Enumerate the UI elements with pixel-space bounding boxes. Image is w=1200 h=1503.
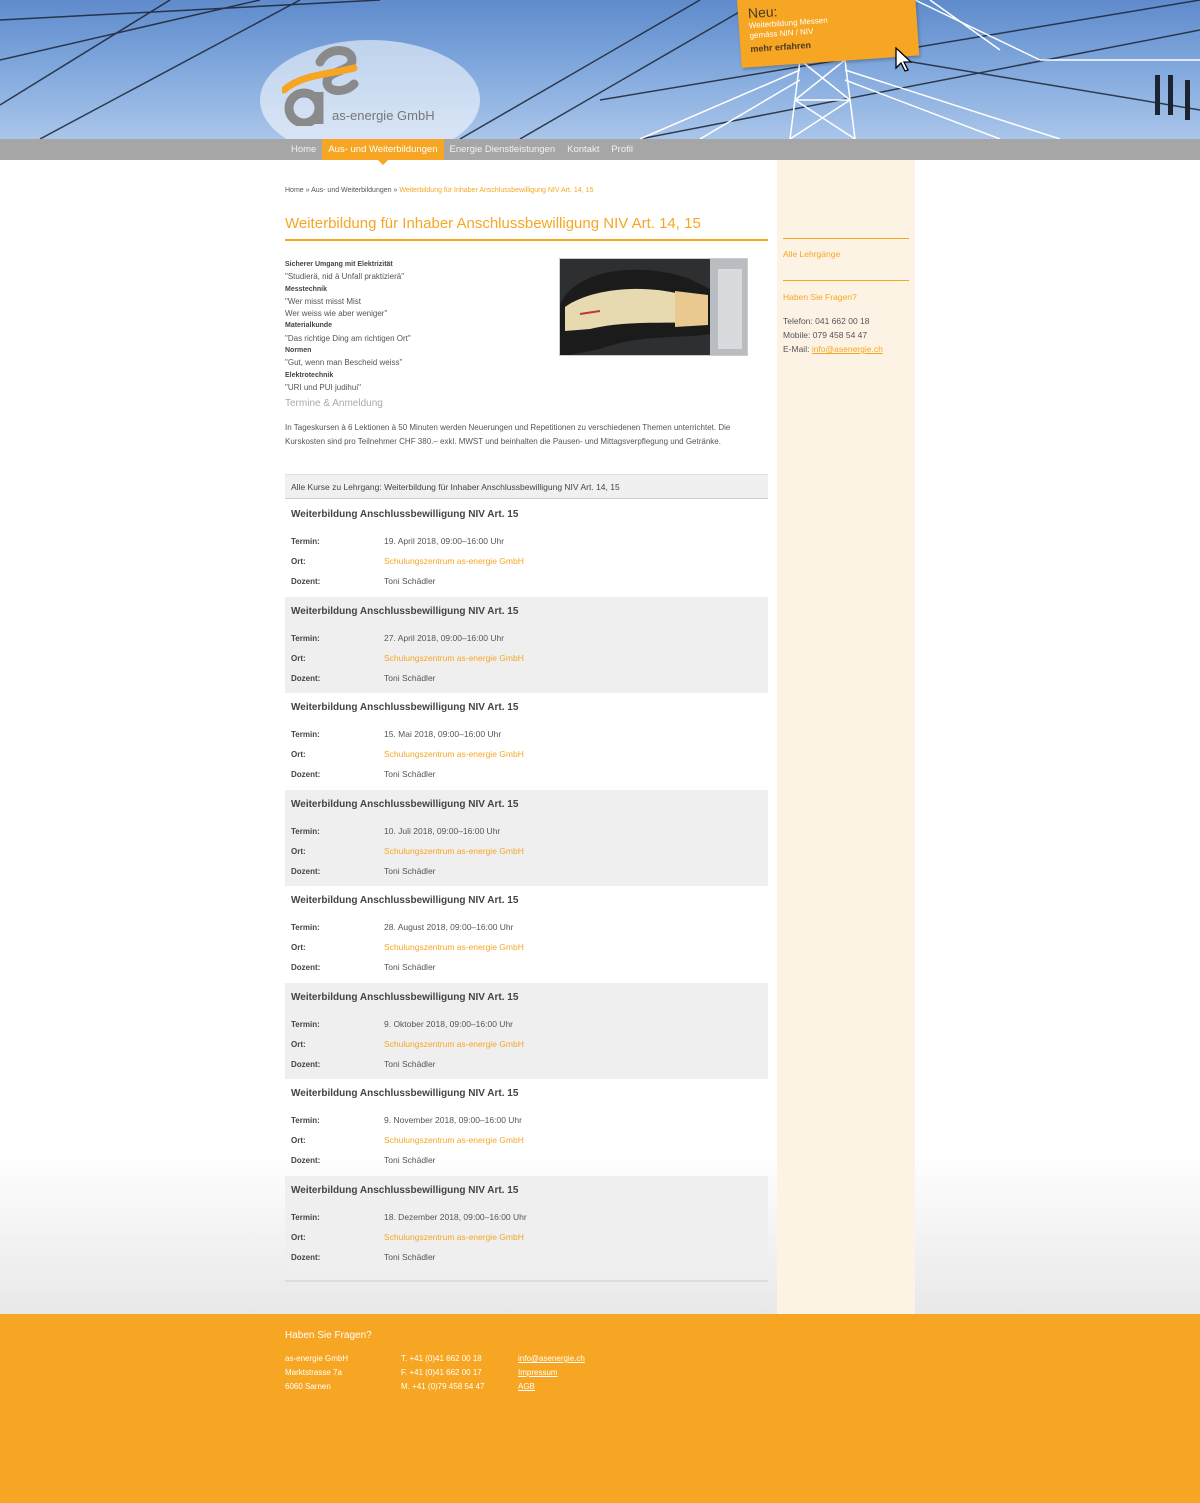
promo-more-link[interactable]: mehr erfahren: [750, 39, 812, 55]
topic-quote: "Gut, wenn man Bescheid weiss": [285, 358, 403, 368]
footer-links: [518, 1352, 585, 1394]
course-termin-row: [291, 1212, 527, 1222]
course-title: Weiterbildung Anschlussbewilligung NIV Art. 15: [291, 606, 519, 617]
footer-phone: T. +41 (0)41 662 00 18: [401, 1354, 482, 1363]
footer-impressum-link[interactable]: Impressum: [518, 1368, 558, 1377]
course-dozent-value: Toni Schädler: [384, 1155, 436, 1165]
course-termin-row: [291, 536, 504, 546]
sidebar-divider: [783, 280, 909, 281]
sidebar-divider: [783, 238, 909, 239]
course-ort-row: [291, 653, 524, 663]
sidebar-mobile: Mobile: 079 458 54 47: [783, 330, 868, 340]
course-list-end: [285, 1280, 768, 1282]
course-ort-row: [291, 1232, 524, 1242]
sidebar-contact: [783, 314, 883, 356]
footer-title: Haben Sie Fragen?: [285, 1330, 372, 1341]
course-dozent-row: [291, 1155, 436, 1165]
course-ort-row: [291, 846, 524, 856]
breadcrumb: [285, 187, 593, 194]
breadcrumb-current: Weiterbildung für Inhaber Anschlussbewilligung NIV Art. 14, 15: [399, 187, 594, 194]
course-dozent-value: Toni Schädler: [384, 769, 436, 779]
course-ort-row: [291, 942, 524, 952]
course-dozent-value: Toni Schädler: [384, 673, 436, 683]
promo-line: Weiterbildung Messen: [748, 15, 828, 31]
nav-item-kontakt[interactable]: Kontakt: [567, 144, 600, 155]
topic-quote: "Wer misst misst Mist: [285, 296, 362, 306]
breadcrumb-home[interactable]: Home: [285, 187, 304, 194]
course-termin-row: [291, 729, 501, 739]
course-ort-value[interactable]: Schulungszentrum as-energie GmbH: [384, 556, 524, 566]
course-title: Weiterbildung Anschlussbewilligung NIV Art. 15: [291, 799, 519, 810]
footer-email-link[interactable]: info@asenergie.ch: [518, 1354, 585, 1363]
promo-line: gemäss NIN / NIV: [749, 26, 814, 41]
topic-quote: "URI und PUI judihui": [285, 382, 361, 392]
footer-address-line: as-energie GmbH: [285, 1354, 349, 1363]
course-ort-label: Ort:: [291, 1040, 306, 1049]
course-termin-value: 28. August 2018, 09:00–16:00 Uhr: [384, 922, 514, 932]
topic-heading: Materialkunde: [285, 322, 333, 330]
course-termin-label: Termin:: [291, 1020, 320, 1029]
course-dozent-row: [291, 576, 436, 586]
course-dozent-label: Dozent:: [291, 1253, 321, 1262]
main-nav: [0, 139, 1200, 160]
course-dozent-label: Dozent:: [291, 867, 321, 876]
course-ort-value[interactable]: Schulungszentrum as-energie GmbH: [384, 653, 524, 663]
nav-item-profil[interactable]: Profil: [611, 144, 633, 155]
footer-address-line: Marktstrasse 7a: [285, 1368, 342, 1377]
footer: [0, 1314, 1200, 1503]
course-dozent-value: Toni Schädler: [384, 1252, 436, 1262]
course-title: Weiterbildung Anschlussbewilligung NIV Art. 15: [291, 1185, 519, 1196]
course-ort-value[interactable]: Schulungszentrum as-energie GmbH: [384, 749, 524, 759]
course-termin-label: Termin:: [291, 827, 320, 836]
course-dozent-label: Dozent:: [291, 1060, 321, 1069]
course-item: [285, 886, 768, 982]
course-item: [285, 983, 768, 1079]
topic-quote: "Das richtige Ding am richtigen Ort": [285, 333, 411, 343]
course-ort-label: Ort:: [291, 943, 306, 952]
course-intro: In Tageskursen à 6 Lektionen à 50 Minuten werden Neuerungen und Repetitionen zu verschiedenen Themen unterrichtet. Die Kurskosten sind pro Teilnehmer CHF 380.– exkl. MWST und beinhalten die Pausen- und Mittagsverpflegung und Getränke.: [285, 423, 731, 446]
course-title: Weiterbildung Anschlussbewilligung NIV Art. 15: [291, 992, 519, 1003]
course-dozent-value: Toni Schädler: [384, 866, 436, 876]
course-termin-value: 27. April 2018, 09:00–16:00 Uhr: [384, 633, 505, 643]
course-dozent-row: [291, 1252, 436, 1262]
safety-gloves-image: [560, 259, 748, 356]
course-termin-value: 15. Mai 2018, 09:00–16:00 Uhr: [384, 729, 502, 739]
topic-heading: Normen: [285, 347, 312, 355]
course-dozent-label: Dozent:: [291, 770, 321, 779]
topic-heading: Messtechnik: [285, 285, 328, 293]
course-ort-row: [291, 1135, 524, 1145]
course-termin-row: [291, 826, 500, 836]
course-termin-row: [291, 1115, 522, 1125]
course-termin-label: Termin:: [291, 634, 320, 643]
course-title: Weiterbildung Anschlussbewilligung NIV Art. 15: [291, 702, 519, 713]
breadcrumb-section[interactable]: Aus- und Weiterbildungen: [311, 187, 392, 194]
header-banner: [0, 0, 1200, 139]
course-ort-value[interactable]: Schulungszentrum as-energie GmbH: [384, 942, 524, 952]
course-item: [285, 1176, 768, 1272]
topic-heading: Elektrotechnik: [285, 371, 334, 379]
cursor-icon: [895, 47, 915, 73]
promo-title: Neu:: [747, 3, 779, 22]
nav-item-energie-dienstleistungen[interactable]: Energie Dienstleistungen: [449, 144, 556, 155]
course-photo: [559, 258, 748, 356]
course-dozent-label: Dozent:: [291, 674, 321, 683]
course-termin-value: 19. April 2018, 09:00–16:00 Uhr: [384, 536, 505, 546]
course-termin-row: [291, 633, 504, 643]
breadcrumb-separator: »: [391, 187, 400, 194]
footer-mobile: M. +41 (0)79 458 54 47: [401, 1382, 485, 1391]
sidebar-all-courses-link[interactable]: Alle Lehrgänge: [783, 249, 841, 259]
course-ort-value[interactable]: Schulungszentrum as-energie GmbH: [384, 1135, 524, 1145]
sidebar-questions-heading: Haben Sie Fragen?: [783, 292, 857, 302]
course-title: Weiterbildung Anschlussbewilligung NIV Art. 15: [291, 1088, 519, 1099]
topic-quote: "Studierä, nid ä Unfall praktizierä": [285, 272, 405, 282]
company-name: as-energie GmbH: [332, 108, 435, 123]
course-ort-value[interactable]: Schulungszentrum as-energie GmbH: [384, 846, 524, 856]
footer-address-line: 6060 Sarnen: [285, 1382, 331, 1391]
course-item: [285, 597, 768, 693]
course-topics: [285, 259, 545, 412]
course-dozent-value: Toni Schädler: [384, 1059, 436, 1069]
sidebar-email-row: [783, 342, 883, 356]
course-dozent-row: [291, 769, 436, 779]
nav-item-aus-weiterbildungen[interactable]: Aus- und Weiterbildungen: [322, 139, 443, 160]
course-item: [285, 790, 768, 886]
course-title: Weiterbildung Anschlussbewilligung NIV Art. 15: [291, 509, 519, 520]
course-item: [285, 693, 768, 789]
course-termin-value: 9. November 2018, 09:00–16:00 Uhr: [384, 1115, 522, 1125]
course-dozent-value: Toni Schädler: [384, 576, 436, 586]
course-termin-value: 9. Oktober 2018, 09:00–16:00 Uhr: [384, 1019, 514, 1029]
page-title: Weiterbildung für Inhaber Anschlussbewilligung NIV Art. 14, 15: [285, 215, 701, 232]
course-termin-label: Termin:: [291, 537, 320, 546]
course-ort-value[interactable]: Schulungszentrum as-energie GmbH: [384, 1232, 524, 1242]
course-termin-value: 10. Juli 2018, 09:00–16:00 Uhr: [384, 826, 501, 836]
footer-address: [285, 1352, 348, 1394]
course-termin-value: 18. Dezember 2018, 09:00–16:00 Uhr: [384, 1212, 527, 1222]
footer-fax: F. +41 (0)41 662 00 17: [401, 1368, 482, 1377]
course-ort-label: Ort:: [291, 557, 306, 566]
course-dozent-label: Dozent:: [291, 1156, 321, 1165]
course-dozent-value: Toni Schädler: [384, 962, 436, 972]
course-ort-label: Ort:: [291, 654, 306, 663]
course-item: [285, 1079, 768, 1175]
course-ort-label: Ort:: [291, 750, 306, 759]
course-ort-row: [291, 556, 524, 566]
course-termin-label: Termin:: [291, 923, 320, 932]
course-dozent-label: Dozent:: [291, 963, 321, 972]
course-ort-label: Ort:: [291, 847, 306, 856]
course-title: Weiterbildung Anschlussbewilligung NIV Art. 15: [291, 895, 519, 906]
course-item: [285, 500, 768, 596]
course-dozent-row: [291, 866, 436, 876]
course-termin-label: Termin:: [291, 1213, 320, 1222]
termine-anmeldung-link[interactable]: Termine & Anmeldung: [285, 398, 383, 410]
power-lines-illustration: [0, 0, 1200, 139]
footer-contacts: [401, 1352, 484, 1394]
course-termin-row: [291, 1019, 513, 1029]
topic-quote: Wer weiss wie aber weniger": [285, 309, 388, 319]
course-list-heading: Alle Kurse zu Lehrgang: Weiterbildung für Inhaber Anschlussbewilligung NIV Art. 14, 15: [285, 474, 768, 499]
nav-item-home[interactable]: Home: [291, 144, 317, 155]
course-termin-row: [291, 922, 514, 932]
topic-heading: Sicherer Umgang mit Elektrizität: [285, 261, 393, 268]
sidebar-phone: Telefon: 041 662 00 18: [783, 316, 870, 326]
course-termin-label: Termin:: [291, 730, 320, 739]
sidebar-email-label: E-Mail:: [783, 344, 812, 354]
sidebar-email-link[interactable]: info@asenergie.ch: [811, 344, 883, 354]
course-ort-label: Ort:: [291, 1136, 306, 1145]
course-dozent-row: [291, 962, 436, 972]
footer-agb-link[interactable]: AGB: [518, 1382, 535, 1391]
course-ort-row: [291, 749, 524, 759]
course-dozent-label: Dozent:: [291, 577, 321, 586]
course-termin-label: Termin:: [291, 1116, 320, 1125]
course-ort-label: Ort:: [291, 1233, 306, 1242]
breadcrumb-separator: »: [303, 187, 312, 194]
course-ort-value[interactable]: Schulungszentrum as-energie GmbH: [384, 1039, 524, 1049]
course-dozent-row: [291, 673, 436, 683]
course-dozent-row: [291, 1059, 436, 1069]
course-ort-row: [291, 1039, 524, 1049]
title-underline: [285, 239, 768, 241]
